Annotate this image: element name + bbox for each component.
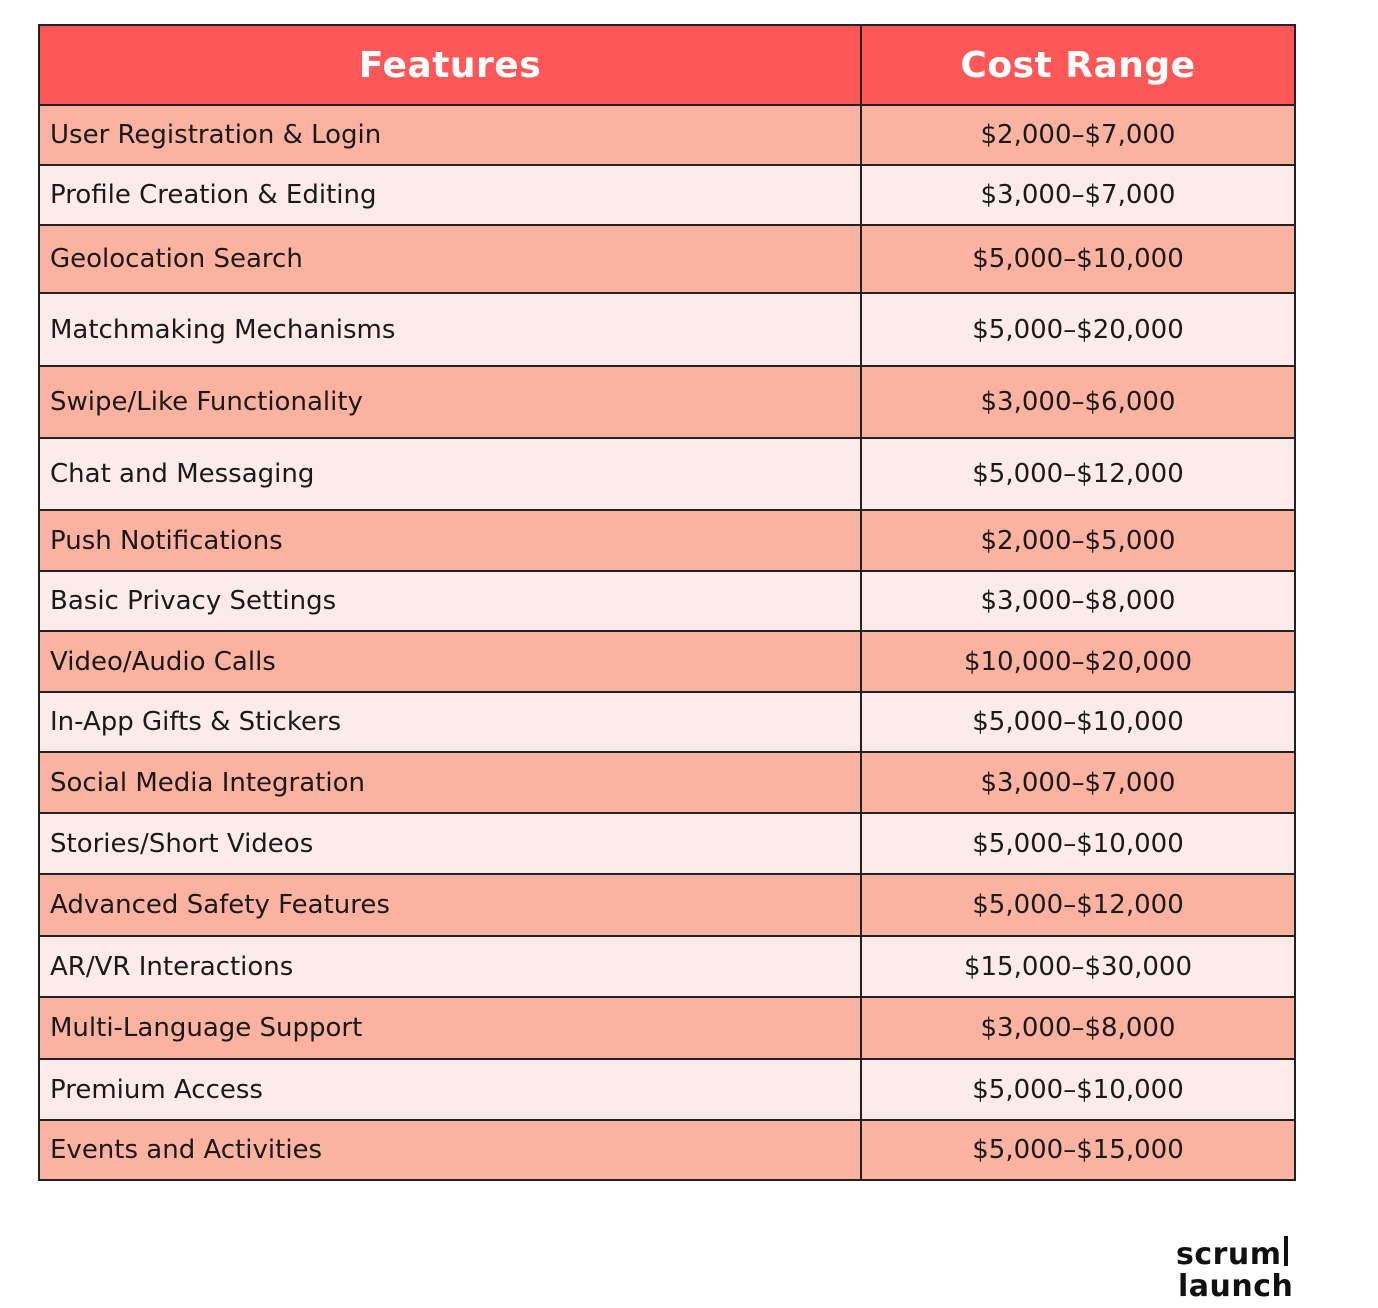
cost-cell: $5,000–$20,000 (861, 293, 1295, 366)
feature-cell: Chat and Messaging (39, 438, 861, 510)
logo-text-line1: scrum (1176, 1237, 1282, 1272)
table-row (39, 631, 1295, 692)
table-row (39, 1059, 1295, 1120)
table-row (39, 997, 1295, 1059)
feature-cell: Advanced Safety Features (39, 874, 861, 936)
header-features: Features (39, 25, 861, 105)
cost-cell: $5,000–$15,000 (861, 1120, 1295, 1180)
table-row (39, 510, 1295, 571)
feature-cell: Multi-Language Support (39, 997, 861, 1059)
cost-cell: $3,000–$8,000 (861, 997, 1295, 1059)
table-row (39, 874, 1295, 936)
table-header-row (39, 25, 1295, 105)
scrumlaunch-logo (1176, 1236, 1306, 1306)
table-row (39, 105, 1295, 165)
cost-cell: $3,000–$6,000 (861, 366, 1295, 438)
table-row (39, 293, 1295, 366)
cost-cell: $5,000–$10,000 (861, 692, 1295, 752)
table-body (39, 105, 1295, 1180)
cost-cell: $10,000–$20,000 (861, 631, 1295, 692)
feature-cell: Social Media Integration (39, 752, 861, 813)
feature-cell: Push Notifications (39, 510, 861, 571)
feature-cell: Video/Audio Calls (39, 631, 861, 692)
cost-cell: $5,000–$10,000 (861, 813, 1295, 874)
table-row (39, 936, 1295, 997)
header-cost-range: Cost Range (861, 25, 1295, 105)
cost-cell: $5,000–$10,000 (861, 225, 1295, 293)
table-row (39, 1120, 1295, 1180)
feature-cell: Matchmaking Mechanisms (39, 293, 861, 366)
feature-cell: User Registration & Login (39, 105, 861, 165)
table-row (39, 813, 1295, 874)
table-row (39, 438, 1295, 510)
cost-cell: $3,000–$7,000 (861, 165, 1295, 225)
table-row (39, 165, 1295, 225)
feature-cell: Basic Privacy Settings (39, 571, 861, 631)
cost-cell: $5,000–$12,000 (861, 874, 1295, 936)
feature-cell: Profile Creation & Editing (39, 165, 861, 225)
table-row (39, 692, 1295, 752)
logo-bar (1284, 1236, 1288, 1266)
cost-cell: $2,000–$7,000 (861, 105, 1295, 165)
cost-cell: $3,000–$8,000 (861, 571, 1295, 631)
feature-cell: Stories/Short Videos (39, 813, 861, 874)
table-row (39, 225, 1295, 293)
table-row (39, 571, 1295, 631)
cost-cell: $15,000–$30,000 (861, 936, 1295, 997)
cost-cell: $5,000–$12,000 (861, 438, 1295, 510)
table-row (39, 752, 1295, 813)
table-row (39, 366, 1295, 438)
feature-cell: In-App Gifts & Stickers (39, 692, 861, 752)
feature-cell: Premium Access (39, 1059, 861, 1120)
cost-cell: $2,000–$5,000 (861, 510, 1295, 571)
feature-cell: Swipe/Like Functionality (39, 366, 861, 438)
feature-cell: AR/VR Interactions (39, 936, 861, 997)
feature-cell: Geolocation Search (39, 225, 861, 293)
cost-table (38, 24, 1296, 1181)
logo-text-line2: launch (1178, 1269, 1294, 1304)
cost-cell: $3,000–$7,000 (861, 752, 1295, 813)
cost-cell: $5,000–$10,000 (861, 1059, 1295, 1120)
feature-cell: Events and Activities (39, 1120, 861, 1180)
